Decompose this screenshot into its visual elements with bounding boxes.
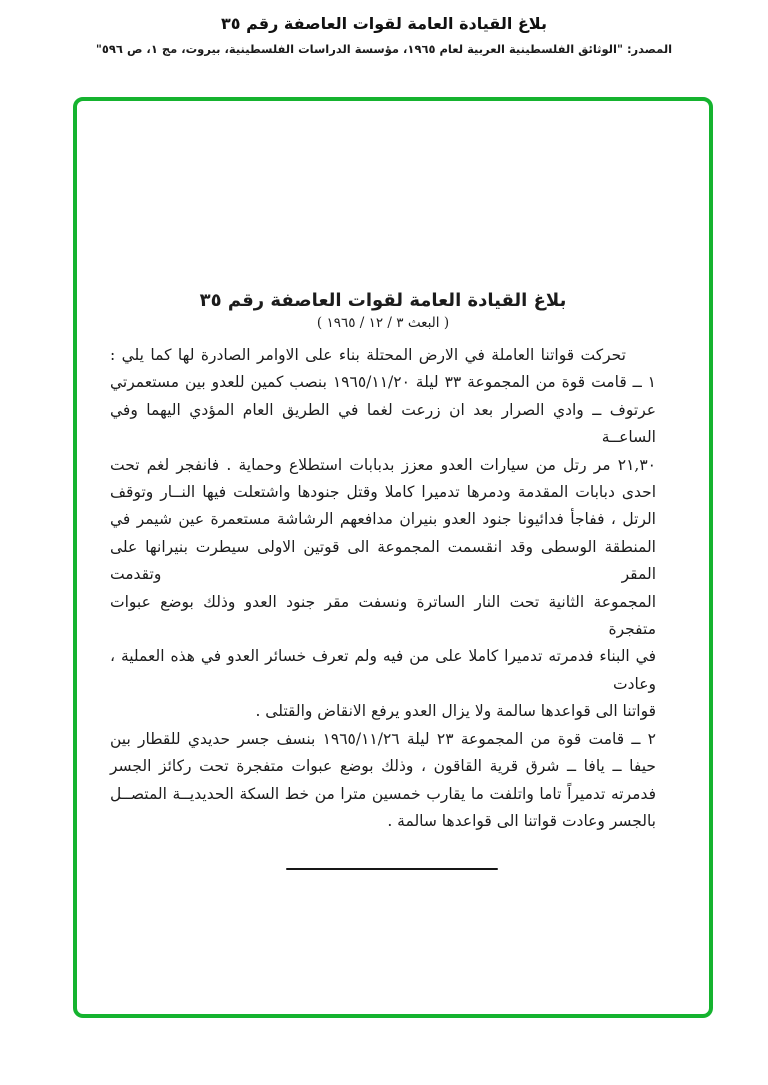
document-line: ٢١,٣٠ مر رتل من سيارات العدو معزز بدبابات استطلاع وحماية . فانفجر لغم تحت bbox=[110, 455, 656, 474]
page-title: بلاغ القيادة العامة لقوات العاصفة رقم ٣٥ bbox=[221, 14, 547, 33]
source-citation: المصدر: "الوثائق الفلسطينية العربية لعام ١٩٦٥، مؤسسة الدراسات الفلسطينية، بيروت، مج ١، ص ٥٩٦" bbox=[95, 42, 673, 56]
document-line: ١ ــ قامت قوة من المجموعة ٣٣ ليلة ١٩٦٥/١١/٢٠ بنصب كمين للعدو بين مستعمرتي bbox=[110, 373, 656, 392]
document-date-line: ( البعث ٣ / ١٢ / ١٩٦٥ ) bbox=[316, 315, 450, 331]
document-line: بالجسر وعادت قواتنا الى قواعدها سالمة . bbox=[387, 811, 656, 830]
document-line: حيفا ــ يافا ــ شرق قرية القاقون ، وذلك بوضع عبوات متفجرة تحت ركائز الجسر bbox=[110, 757, 656, 776]
document-line: الرتل ، ففاجأ فدائيونا جنود العدو بنيران مدافعهم الرشاشة مستعمرة عين شيمر في bbox=[110, 510, 656, 529]
document-title: بلاغ القيادة العامة لقوات العاصفة رقم ٣٥ bbox=[199, 290, 567, 311]
document-body bbox=[110, 342, 656, 835]
end-rule bbox=[286, 868, 498, 870]
document-line: فدمرته تدميراً تاما واتلفت ما يقارب خمسين مترا من خط السكة الحديديــة المتصــل bbox=[110, 784, 656, 803]
document-line: المجموعة الثانية تحت النار الساترة ونسفت مقر جنود العدو وذلك بوضع عبوات متفجرة bbox=[110, 592, 656, 639]
page-header bbox=[0, 0, 768, 56]
document-line: المنطقة الوسطى وقد انقسمت المجموعة الى قوتين الاولى سيطرت بنيرانها على المقر وتقدمت bbox=[110, 537, 656, 584]
document-line: ٢ ــ قامت قوة من المجموعة ٢٣ ليلة ١٩٦٥/١١/٢٦ بنسف جسر حديدي للقطار بين bbox=[110, 729, 656, 748]
document-line: احدى دبابات المقدمة ودمرها تدميرا كاملا وقتل جنودها واشتعلت فيها النــار وتوقف bbox=[110, 483, 656, 502]
document-line: عرتوف ــ وادي الصرار بعد ان زرعت لغما في الطريق العام المؤدي اليهما وفي الساعــة bbox=[110, 400, 656, 447]
document-line: تحركت قواتنا العاملة في الارض المحتلة بناء على الاوامر الصادرة لها كما يلي : bbox=[110, 346, 626, 364]
document-line: في البناء فدمرته تدميرا كاملا على من فيه ولم تعرف خسائر العدو في هذه العملية ، وعادت bbox=[110, 647, 656, 693]
scan-frame bbox=[73, 97, 713, 1018]
document-line: قواتنا الى قواعدها سالمة ولا يزال العدو يرفع الانقاض والقتلى . bbox=[255, 702, 656, 721]
document-scan bbox=[110, 290, 656, 870]
